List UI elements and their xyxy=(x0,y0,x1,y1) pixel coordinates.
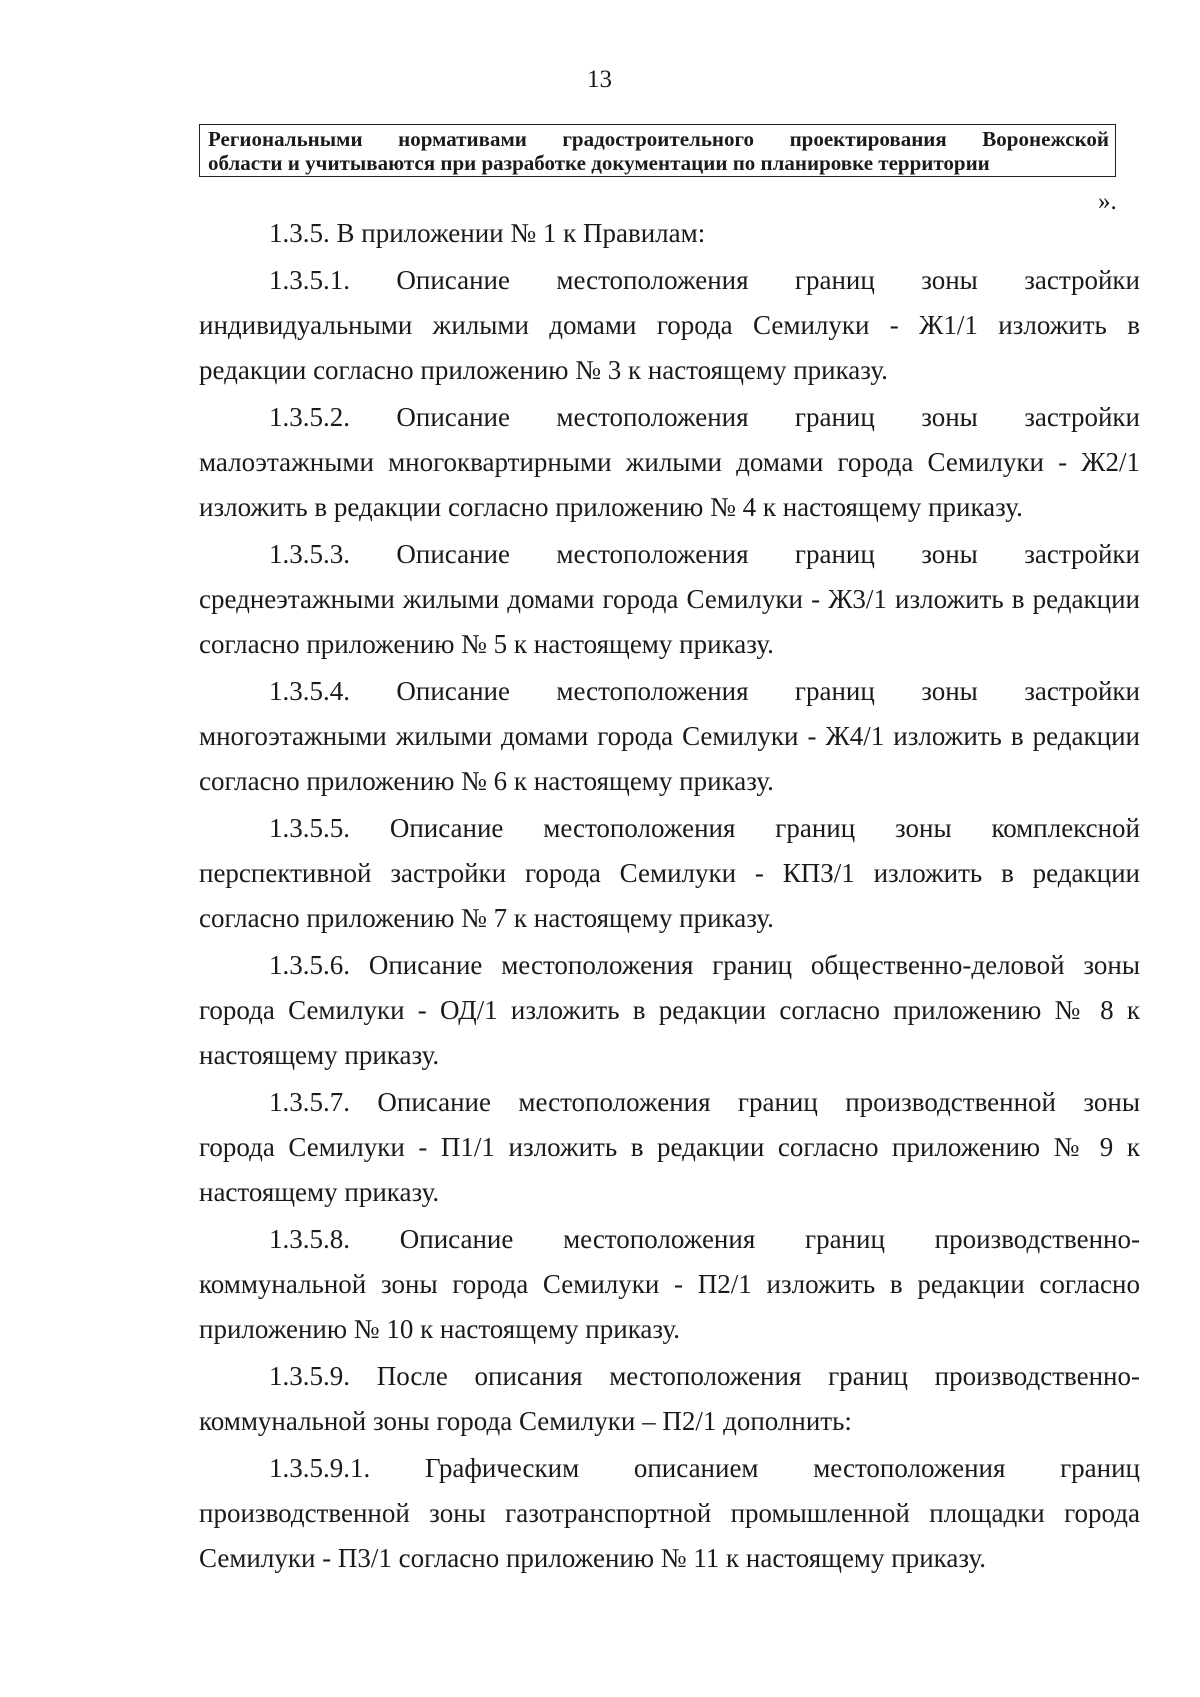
paragraph-1-3-5-1 xyxy=(199,258,1140,393)
paragraph-1-3-5-7 xyxy=(199,1080,1140,1215)
paragraph-first-line: 1.3.5.4. Описание местоположения границ зоны застройки xyxy=(269,676,1140,706)
boxed-text-line-2: области и учитываются при разработке документации по планировке территории xyxy=(208,151,990,175)
paragraph-1-3-5-2 xyxy=(199,395,1140,530)
paragraph-continuation: индивидуальными жилыми домами города Семилуки - Ж1/1 изложить в редакции согласно приложению № 3 к настоящему приказу. xyxy=(199,310,1140,385)
boxed-text-fragment xyxy=(199,124,1116,177)
paragraph-first-line: 1.3.5.5. Описание местоположения границ зоны комплексной xyxy=(269,813,1140,843)
paragraph-first-line: 1.3.5.3. Описание местоположения границ зоны застройки xyxy=(269,539,1140,569)
paragraph-first-line: 1.3.5.1. Описание местоположения границ зоны застройки xyxy=(269,265,1140,295)
paragraph-first-line: 1.3.5.2. Описание местоположения границ зоны застройки xyxy=(269,402,1140,432)
paragraph-continuation: производственной зоны газотранспортной промышленной площадки города Семилуки - П3/1 согласно приложению № 11 к настоящему приказу. xyxy=(199,1498,1140,1573)
paragraph-continuation: коммунальной зоны города Семилуки - П2/1 изложить в редакции согласно приложению № 10 к настоящему приказу. xyxy=(199,1269,1140,1344)
paragraph-1-3-5-8 xyxy=(199,1217,1140,1352)
paragraph-1-3-5-6 xyxy=(199,943,1140,1078)
paragraph-continuation: малоэтажными многоквартирными жилыми домами города Семилуки - Ж2/1 изложить в редакции согласно приложению № 4 к настоящему приказу. xyxy=(199,447,1140,522)
paragraph-continuation: многоэтажными жилыми домами города Семилуки - Ж4/1 изложить в редакции согласно приложению № 6 к настоящему приказу. xyxy=(199,721,1140,796)
boxed-text-line-1: Региональными нормативами градостроительного проектирования Воронежской xyxy=(208,127,1109,151)
paragraph-first-line: 1.3.5.9. После описания местоположения границ производственно- xyxy=(269,1361,1140,1391)
paragraph-continuation: города Семилуки - ОД/1 изложить в редакции согласно приложению № 8 к настоящему приказу. xyxy=(199,995,1140,1070)
paragraph-continuation: среднеэтажными жилыми домами города Семилуки - Ж3/1 изложить в редакции согласно приложению № 5 к настоящему приказу. xyxy=(199,584,1140,659)
paragraph-continuation: коммунальной зоны города Семилуки – П2/1 дополнить: xyxy=(199,1406,852,1436)
paragraph-1-3-5-9-1 xyxy=(199,1446,1140,1581)
paragraph-first-line: 1.3.5.8. Описание местоположения границ производственно- xyxy=(269,1224,1140,1254)
paragraph-1-3-5-3 xyxy=(199,532,1140,667)
page-number: 13 xyxy=(587,66,612,93)
paragraph-continuation: перспективной застройки города Семилуки - КПЗ/1 изложить в редакции согласно приложению № 7 к настоящему приказу. xyxy=(199,858,1140,933)
paragraph-1-3-5-9 xyxy=(199,1354,1140,1444)
paragraph-1-3-5 xyxy=(199,211,1140,256)
paragraph-first-line: 1.3.5.9.1. Графическим описанием местоположения границ xyxy=(269,1453,1140,1483)
paragraph-1-3-5-5 xyxy=(199,806,1140,941)
paragraph-1-3-5-4 xyxy=(199,669,1140,804)
paragraph-first-line: 1.3.5.7. Описание местоположения границ производственной зоны xyxy=(269,1087,1140,1117)
paragraph-continuation: города Семилуки - П1/1 изложить в редакции согласно приложению № 9 к настоящему приказу. xyxy=(199,1132,1140,1207)
closing-quote: ». xyxy=(1098,188,1117,215)
paragraph-first-line: 1.3.5.6. Описание местоположения границ общественно-деловой зоны xyxy=(269,950,1140,980)
paragraph-text: 1.3.5. В приложении № 1 к Правилам: xyxy=(269,218,706,248)
